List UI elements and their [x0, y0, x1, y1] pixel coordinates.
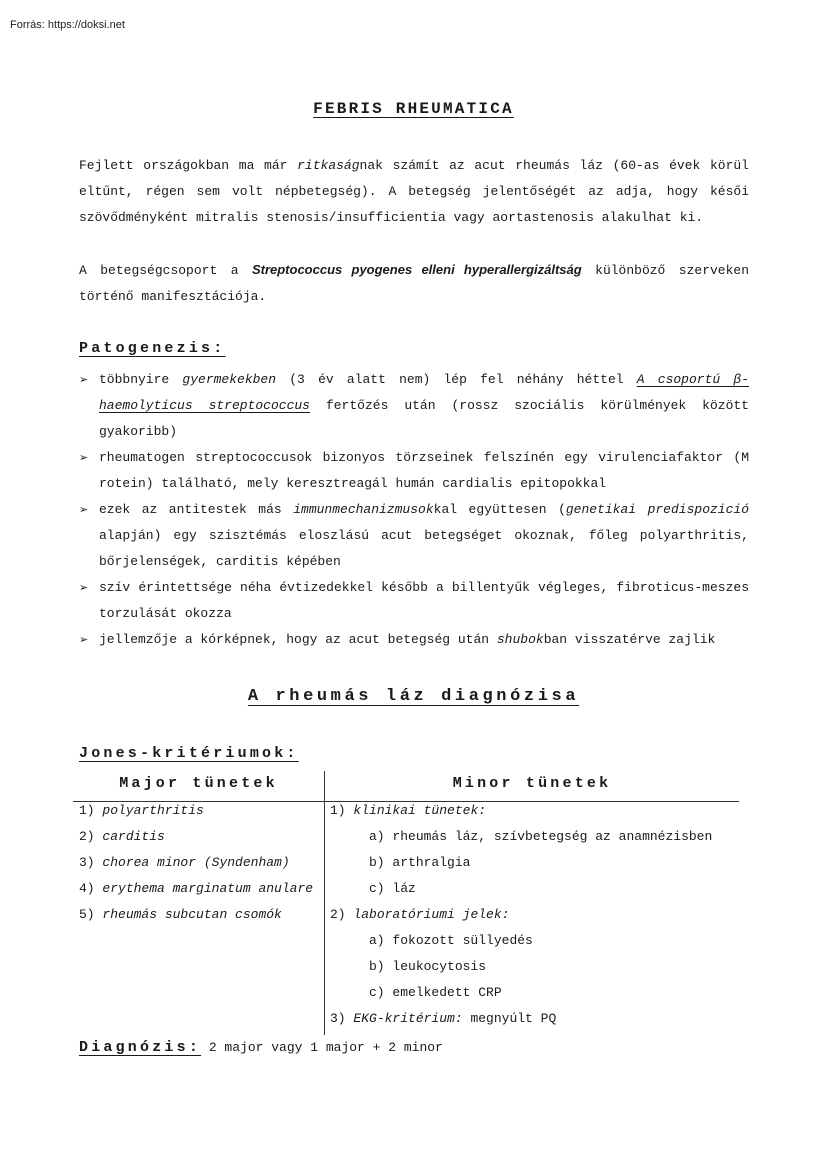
intro-text: különböző szerveken történő manifesztációja. [79, 263, 750, 304]
patogenezis-heading: Patogenezis: [79, 340, 226, 357]
table-divider-vertical [324, 771, 325, 1035]
intro-text: A betegségcsoport a [79, 263, 252, 278]
item-text: ban visszatérve zajlik [543, 632, 716, 647]
arrow-bullet-icon: ➢ [79, 451, 89, 464]
arrow-bullet-icon: ➢ [79, 581, 89, 594]
item-text: alapján) egy szisztémás eloszlású acut betegséget okoznak, főleg polyarthritis, bőrjelenségek, carditis képében [99, 528, 749, 569]
item-underlined: A csoportú β-haemolyticus streptococcus [99, 372, 749, 413]
item-text: jellemzője a kórképnek, hogy az acut betegség után [99, 632, 497, 647]
diagnosis-label: Diagnózis: [79, 1039, 202, 1056]
jones-criteria-heading: Jones-kritériumok: [79, 745, 299, 762]
minor-item: c) láz [369, 881, 416, 896]
major-item: 1) polyarthritis [79, 803, 204, 818]
item-emphasis: shubok [496, 632, 544, 647]
major-item: 5) rheumás subcutan csomók [79, 907, 282, 922]
jones-criteria-table [73, 771, 739, 1035]
list-item [79, 575, 749, 627]
major-item: 4) erythema marginatum anulare [79, 881, 314, 896]
diagnosis-heading: A rheumás láz diagnózisa [247, 687, 580, 706]
intro-paragraph-2 [79, 257, 749, 310]
intro-strong: Streptococcus pyogenes elleni hyperallergizáltság [251, 262, 582, 277]
major-item: 3) chorea minor (Syndenham) [79, 855, 290, 870]
minor-header: Minor tünetek [452, 775, 612, 792]
intro-paragraph-1 [79, 153, 749, 231]
major-item: 2) carditis [79, 829, 165, 844]
item-text: szív érintettsége néha évtizedekkel később a billentyűk végleges, fibroticus-meszes torzulását okozza [99, 580, 749, 621]
item-emphasis: gyermekekben [182, 372, 277, 387]
minor-item: b) leukocytosis [369, 959, 487, 974]
arrow-bullet-icon: ➢ [79, 373, 89, 386]
diagnosis-text: 2 major vagy 1 major + 2 minor [201, 1040, 443, 1055]
item-text: (3 év alatt nem) lép fel néhány héttel [276, 372, 637, 387]
arrow-bullet-icon: ➢ [79, 633, 89, 646]
page-title: FEBRIS RHEUMATICA [313, 100, 514, 118]
intro-emphasis: ritkaság [297, 158, 360, 173]
list-item [79, 367, 749, 445]
minor-item: a) fokozott süllyedés [369, 933, 533, 948]
intro-text: nak számít az acut rheumás láz (60-as évek körül eltűnt, régen sem volt népbetegség). A betegség jelentőségét az adja, hogy késői szövődményként mitralis stenosis/insufficientia vagy aortastenosis alakulhat ki. [79, 158, 749, 225]
minor-item: b) arthralgia [369, 855, 471, 870]
list-item [79, 497, 749, 575]
source-note: Forrás: https://doksi.net [10, 19, 125, 31]
list-item [79, 627, 749, 653]
item-text: rheumatogen streptococcusok bizonyos törzseinek felszínén egy virulenciafaktor (M rotein) található, mely keresztreagál humán cardialis epitopokkal [99, 450, 749, 491]
item-emphasis: immunmechanizmusok [293, 502, 434, 517]
item-text: kal együttesen ( [433, 502, 566, 517]
diagnosis-rule [79, 1039, 443, 1056]
minor-group-title: 1) klinikai tünetek: [330, 803, 487, 818]
minor-item: c) emelkedett CRP [369, 985, 502, 1000]
arrow-bullet-icon: ➢ [79, 503, 89, 516]
item-emphasis: genetikai predispozició [565, 502, 749, 517]
minor-item: a) rheumás láz, szívbetegség az anamnézisben [369, 829, 713, 844]
intro-text: Fejlett országokban ma már [79, 158, 298, 173]
patogenezis-list [79, 367, 749, 653]
minor-group-title: 3) EKG-kritérium: megnyúlt PQ [330, 1011, 557, 1026]
item-text: többnyire [99, 372, 183, 387]
list-item [79, 445, 749, 497]
major-header: Major tünetek [119, 775, 278, 792]
item-text: ezek az antitestek más [99, 502, 294, 517]
minor-group-title: 2) laboratóriumi jelek: [330, 907, 510, 922]
item-text: fertőzés után (rossz szociális körülmények között gyakoribb) [99, 398, 749, 439]
